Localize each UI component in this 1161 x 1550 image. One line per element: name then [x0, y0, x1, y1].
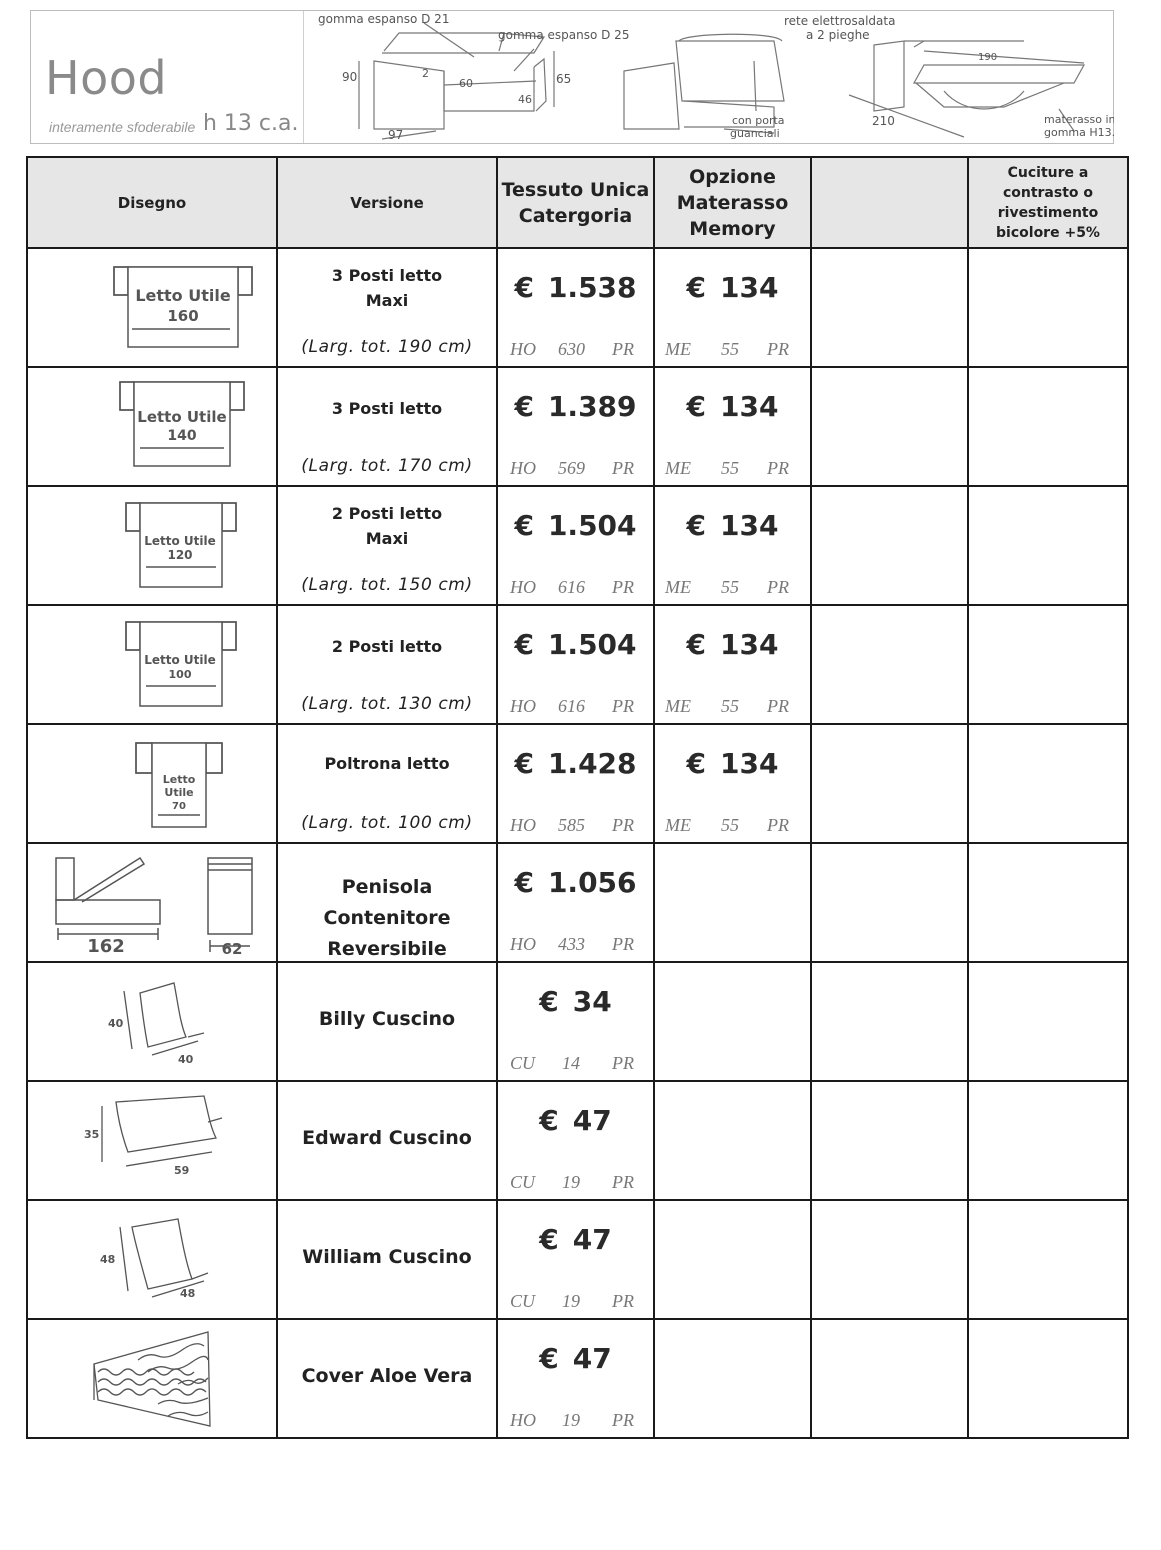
- version-name: Edward Cuscino: [302, 1127, 472, 1149]
- table-header-row: [27, 157, 1128, 248]
- svg-text:140: 140: [167, 428, 197, 444]
- memory-price: € 134 ME 55 PR: [665, 628, 789, 716]
- svg-text:35: 35: [84, 1128, 100, 1141]
- stitching-cell: [968, 486, 1128, 605]
- empty-cell: [811, 1200, 968, 1319]
- col-header-drawing: Disegno: [27, 157, 277, 248]
- fabric-price: € 1.056 HO 433 PR: [510, 866, 637, 954]
- sofa-bed-120-drawing: [28, 487, 276, 604]
- svg-text:100: 100: [168, 668, 192, 681]
- memory-price: € 134 ME 55 PR: [665, 747, 789, 835]
- memory-cell-empty: [654, 962, 811, 1081]
- version-width: (Larg. tot. 150 cm): [301, 575, 473, 595]
- label-mattress-line1: materasso in: [1044, 113, 1114, 126]
- sofa-bed-140-drawing: [28, 368, 276, 485]
- stitching-cell: [968, 248, 1128, 367]
- col-header-empty: [811, 157, 968, 248]
- empty-cell: [811, 605, 968, 724]
- col-header-stitching: Cuciture a contrasto o rivestimento bicolore +5%: [968, 157, 1128, 248]
- svg-text:48: 48: [100, 1253, 116, 1266]
- svg-text:70: 70: [172, 801, 186, 812]
- version-width: (Larg. tot. 170 cm): [301, 456, 473, 476]
- brand-panel: [31, 11, 301, 143]
- version-width: (Larg. tot. 130 cm): [301, 694, 473, 714]
- label-net-line1: rete elettrosaldata: [784, 14, 896, 28]
- stitching-cell: [968, 724, 1128, 843]
- label-pillow-line1: con porta: [732, 114, 785, 127]
- fabric-price: € 47 CU 19 PR: [510, 1223, 634, 1311]
- mattress-cover-drawing: [28, 1320, 276, 1437]
- col-header-fabric: Tessuto Unica Catergoria: [497, 157, 654, 248]
- table-row: [27, 1319, 1128, 1438]
- version-name: William Cuscino: [302, 1246, 472, 1268]
- version-name: 3 Posti letto Maxi: [331, 266, 443, 310]
- empty-cell: [811, 486, 968, 605]
- william-cushion-drawing: [28, 1201, 276, 1318]
- fabric-price: € 1.428 HO 585 PR: [510, 747, 637, 835]
- label-dim-190: 190: [978, 52, 998, 63]
- table-row: [27, 367, 1128, 486]
- label-foam-d21: gomma espanso D 21: [318, 12, 450, 26]
- version-width: (Larg. tot. 100 cm): [301, 813, 473, 833]
- label-dim-65: 65: [556, 72, 572, 86]
- fabric-price: € 34 CU 14 PR: [510, 985, 634, 1073]
- table-row: [27, 962, 1128, 1081]
- svg-text:160: 160: [167, 307, 199, 325]
- table-row: [27, 1200, 1128, 1319]
- table-row: [27, 1081, 1128, 1200]
- svg-text:Letto Utile: Letto Utile: [144, 534, 216, 548]
- svg-text:40: 40: [178, 1053, 194, 1066]
- empty-cell: [811, 1319, 968, 1438]
- stitching-cell: [968, 605, 1128, 724]
- empty-cell: [811, 962, 968, 1081]
- svg-text:Letto Utile: Letto Utile: [135, 286, 231, 305]
- svg-text:40: 40: [108, 1017, 124, 1030]
- brand-height-note: h 13 c.a.: [203, 111, 299, 136]
- label-mattress-line2: gomma H13.: [1044, 126, 1114, 139]
- fabric-price: € 1.538 HO 630 PR: [510, 271, 637, 359]
- stitching-cell: [968, 1319, 1128, 1438]
- svg-text:Utile: Utile: [164, 786, 194, 799]
- col-header-version: Versione: [277, 157, 497, 248]
- svg-text:120: 120: [167, 548, 193, 562]
- empty-cell: [811, 1081, 968, 1200]
- fabric-price: € 1.389 HO 569 PR: [510, 390, 637, 478]
- label-dim-210: 210: [872, 114, 895, 128]
- svg-text:Letto Utile: Letto Utile: [144, 653, 216, 667]
- table-row: [27, 486, 1128, 605]
- svg-text:48: 48: [180, 1287, 196, 1300]
- version-name: 2 Posti letto Maxi: [331, 504, 443, 548]
- label-dim-2: 2: [422, 67, 429, 80]
- memory-price: € 134 ME 55 PR: [665, 509, 789, 597]
- table-row: [27, 605, 1128, 724]
- sofa-bed-160-drawing: [28, 249, 276, 366]
- svg-text:Letto: Letto: [162, 773, 196, 786]
- fabric-price: € 1.504 HO 616 PR: [510, 509, 637, 597]
- memory-price: € 134 ME 55 PR: [665, 390, 789, 478]
- version-width: (Larg. tot. 190 cm): [301, 337, 473, 357]
- brand-title: Hood: [45, 51, 168, 105]
- sofa-bed-100-drawing: [28, 606, 276, 723]
- version-name: 2 Posti letto: [331, 637, 443, 656]
- stitching-cell: [968, 1200, 1128, 1319]
- armchair-bed-drawing: [28, 725, 276, 842]
- svg-text:Letto Utile: Letto Utile: [137, 408, 227, 426]
- memory-cell-empty: [654, 1081, 811, 1200]
- table-row: [27, 843, 1128, 962]
- version-name: 3 Posti letto: [331, 399, 443, 418]
- stitching-cell: [968, 367, 1128, 486]
- stitching-cell: [968, 843, 1128, 962]
- table-row: [27, 724, 1128, 843]
- brand-subtitle: interamente sfoderabile: [49, 119, 196, 135]
- memory-cell-empty: [654, 1200, 811, 1319]
- empty-cell: [811, 367, 968, 486]
- stitching-cell: [968, 1081, 1128, 1200]
- stitching-cell: [968, 962, 1128, 1081]
- fabric-price: € 47 HO 19 PR: [510, 1342, 634, 1430]
- memory-cell-empty: [654, 1319, 811, 1438]
- label-dim-90: 90: [342, 70, 358, 84]
- svg-text:162: 162: [87, 936, 125, 957]
- svg-text:59: 59: [174, 1164, 190, 1177]
- label-dim-46: 46: [518, 93, 532, 106]
- fabric-price: € 1.504 HO 616 PR: [510, 628, 637, 716]
- label-net-line2: a 2 pieghe: [806, 28, 870, 42]
- billy-cushion-drawing: [28, 963, 276, 1080]
- version-name: Poltrona letto: [324, 754, 450, 773]
- empty-cell: [811, 724, 968, 843]
- label-dim-60: 60: [459, 77, 473, 90]
- empty-cell: [811, 843, 968, 962]
- price-list-table: [26, 156, 1129, 1439]
- label-dim-97: 97: [388, 128, 404, 142]
- chaise-storage-drawing: [28, 844, 276, 961]
- technical-drawings: [303, 11, 1114, 143]
- table-row: [27, 248, 1128, 367]
- header-banner: [30, 10, 1114, 144]
- memory-price: € 134 ME 55 PR: [665, 271, 789, 359]
- sofa-technical-drawing: [304, 11, 1114, 143]
- edward-cushion-drawing: [28, 1082, 276, 1199]
- label-pillow-line2: guanciali: [730, 127, 780, 140]
- svg-text:62: 62: [221, 940, 243, 958]
- label-foam-d25: gomma espanso D 25: [498, 28, 630, 42]
- version-name: Cover Aloe Vera: [301, 1365, 473, 1387]
- version-name: Penisola Contenitore Reversibile: [323, 876, 451, 960]
- fabric-price: € 47 CU 19 PR: [510, 1104, 634, 1192]
- empty-cell: [811, 248, 968, 367]
- version-name: Billy Cuscino: [318, 1008, 456, 1030]
- col-header-memory: Opzione Materasso Memory: [654, 157, 811, 248]
- memory-cell-empty: [654, 843, 811, 962]
